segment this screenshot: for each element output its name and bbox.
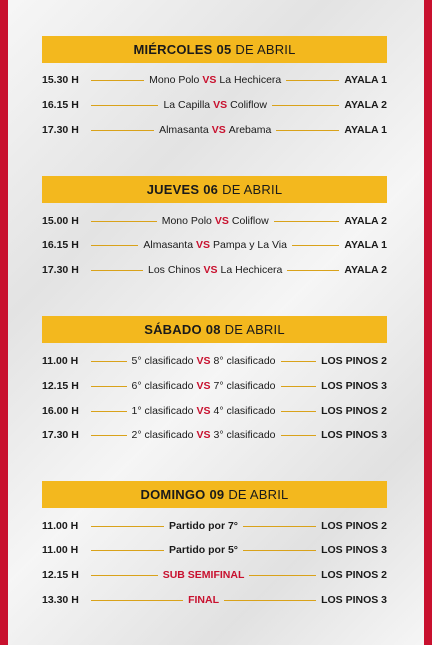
day-number: 05: [216, 42, 232, 57]
venue: LOS PINOS 3: [321, 594, 388, 606]
divider-line: [91, 130, 154, 131]
vs-label: VS: [202, 74, 217, 86]
divider-line: [281, 361, 317, 362]
divider-line: [91, 435, 127, 436]
away-team: La Hechicera: [220, 264, 283, 276]
match-row: [42, 566, 387, 584]
divider-line: [292, 245, 339, 246]
divider-line: [274, 221, 340, 222]
vs-label: VS: [213, 99, 228, 111]
vs-label: VS: [196, 405, 211, 417]
day-name: MIÉRCOLES: [133, 42, 213, 57]
match-row: [42, 426, 387, 444]
vs-label: VS: [196, 380, 211, 392]
divider-line: [91, 550, 164, 551]
divider-line: [91, 361, 127, 362]
venue: LOS PINOS 2: [321, 355, 388, 367]
month-label: DE ABRIL: [228, 487, 289, 502]
divider-line: [272, 105, 339, 106]
away-team: Coliflow: [231, 215, 269, 227]
away-team: Pampa y La Via: [213, 239, 287, 251]
venue: LOS PINOS 2: [321, 520, 387, 532]
match-row: [42, 377, 387, 395]
match-teams: [143, 239, 287, 251]
away-team: Arebama: [228, 124, 272, 136]
vs-label: VS: [214, 215, 229, 227]
divider-line: [281, 386, 317, 387]
match-row: [42, 96, 387, 114]
match-row: [42, 121, 387, 139]
match-teams: [148, 264, 282, 276]
match-time: 11.00 H: [42, 520, 79, 532]
match-row: [42, 71, 387, 89]
venue: AYALA 1: [344, 124, 387, 136]
match-time: 11.00 H: [42, 544, 79, 556]
match-label: Partido por 5°: [169, 544, 239, 556]
divider-line: [91, 526, 164, 527]
vs-label: VS: [196, 355, 211, 367]
match-time: 17.30 H: [42, 264, 79, 276]
match-teams: [159, 124, 271, 136]
home-team: Almasanta: [143, 239, 194, 251]
away-team: 7° clasificado: [213, 380, 276, 392]
divider-line: [249, 575, 316, 576]
month-label: DE ABRIL: [224, 322, 285, 337]
vs-label: VS: [203, 264, 218, 276]
divider-line: [243, 550, 316, 551]
match-time: 13.30 H: [42, 594, 79, 606]
home-team: Los Chinos: [147, 264, 201, 276]
match-row: [42, 212, 387, 230]
away-team: Coliflow: [230, 99, 267, 111]
venue: AYALA 2: [344, 264, 387, 276]
venue: LOS PINOS 3: [321, 380, 388, 392]
match-row: [42, 236, 387, 254]
vs-label: VS: [196, 239, 211, 251]
match-row: [42, 517, 387, 535]
match-row: [42, 541, 387, 559]
match-time: 17.30 H: [42, 124, 79, 136]
divider-line: [91, 386, 127, 387]
match-row: [42, 352, 387, 370]
divider-line: [91, 221, 157, 222]
month-label: DE ABRIL: [235, 42, 296, 57]
day-number: 06: [203, 182, 219, 197]
day-number: 09: [209, 487, 225, 502]
match-teams: [132, 405, 276, 417]
venue: LOS PINOS 2: [321, 569, 388, 581]
away-team: La Hechicera: [219, 74, 282, 86]
match-row: [42, 402, 387, 420]
venue: AYALA 1: [344, 239, 388, 251]
match-time: 17.30 H: [42, 429, 79, 441]
match-time: 15.00 H: [42, 215, 79, 227]
divider-line: [281, 435, 317, 436]
divider-line: [91, 575, 158, 576]
match-teams: [162, 215, 269, 227]
divider-line: [286, 80, 339, 81]
home-team: Mono Polo: [149, 74, 200, 86]
match-time: 12.15 H: [42, 569, 79, 581]
home-team: 5° clasificado: [131, 355, 194, 367]
match-row: [42, 591, 387, 609]
day-number: 08: [205, 322, 221, 337]
match-label: SUB SEMIFINAL: [162, 569, 245, 581]
day-header-miercoles: [42, 36, 387, 63]
match-time: 12.15 H: [42, 380, 79, 392]
day-header-sabado: [42, 316, 387, 343]
home-team: Almasanta: [159, 124, 209, 136]
divider-line: [276, 130, 339, 131]
home-team: La Capilla: [163, 99, 211, 111]
divider-line: [91, 270, 143, 271]
away-team: 8° clasificado: [213, 355, 276, 367]
match-time: 16.15 H: [42, 99, 79, 111]
match-row: [42, 261, 387, 279]
home-team: 1° clasificado: [131, 405, 194, 417]
divider-line: [91, 80, 144, 81]
match-label: FINAL: [188, 594, 219, 606]
vs-label: VS: [211, 124, 226, 136]
day-header-domingo: [42, 481, 387, 508]
match-time: 11.00 H: [42, 355, 79, 367]
right-red-border: [424, 0, 432, 645]
venue: AYALA 2: [344, 215, 387, 227]
match-time: 16.00 H: [42, 405, 79, 417]
divider-line: [91, 105, 158, 106]
divider-line: [281, 411, 317, 412]
venue: AYALA 1: [344, 74, 388, 86]
match-teams: [132, 429, 276, 441]
match-teams: [132, 355, 276, 367]
away-team: 4° clasificado: [213, 405, 276, 417]
home-team: 2° clasificado: [131, 429, 194, 441]
venue: AYALA 2: [344, 99, 387, 111]
match-time: 15.30 H: [42, 74, 79, 86]
divider-line: [287, 270, 339, 271]
home-team: 6° clasificado: [131, 380, 194, 392]
vs-label: VS: [196, 429, 211, 441]
month-label: DE ABRIL: [222, 182, 283, 197]
divider-line: [91, 245, 138, 246]
match-time: 16.15 H: [42, 239, 79, 251]
left-red-border: [0, 0, 8, 645]
match-teams: [149, 74, 281, 86]
venue: LOS PINOS 2: [321, 405, 388, 417]
away-team: 3° clasificado: [213, 429, 276, 441]
venue: LOS PINOS 3: [321, 429, 388, 441]
match-teams: [163, 99, 266, 111]
match-label: Partido por 7°: [169, 520, 239, 532]
divider-line: [91, 411, 127, 412]
day-name: SÁBADO: [144, 322, 202, 337]
divider-line: [224, 600, 316, 601]
divider-line: [91, 600, 183, 601]
home-team: Mono Polo: [161, 215, 212, 227]
day-name: DOMINGO: [140, 487, 206, 502]
match-teams: [132, 380, 276, 392]
day-header-jueves: [42, 176, 387, 203]
day-name: JUEVES: [146, 182, 200, 197]
divider-line: [243, 526, 316, 527]
venue: LOS PINOS 3: [321, 544, 387, 556]
